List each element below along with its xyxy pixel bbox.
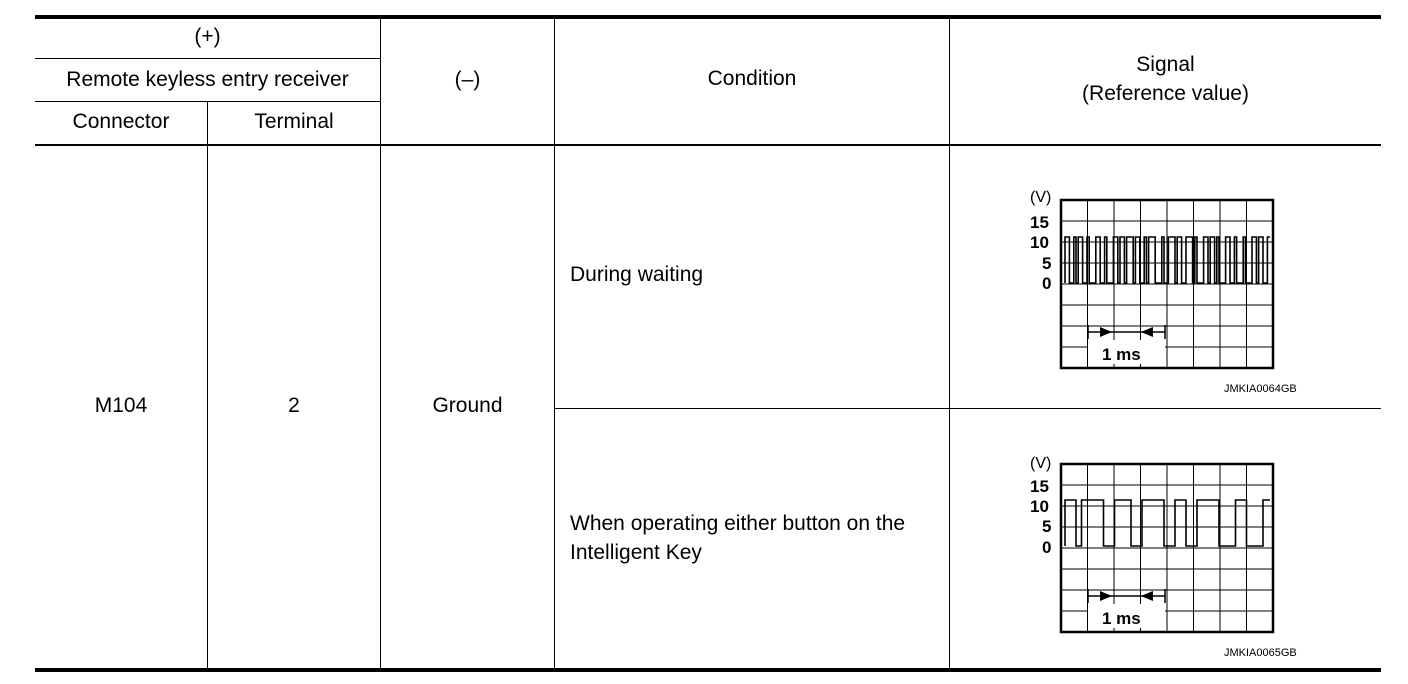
scope-tick-0: 0 [1042,538,1052,557]
scope-unit-label: (V) [1030,455,1052,472]
time-span-arrow [1088,325,1165,339]
figure-code: JMKIA0064GB [1224,383,1297,395]
scope-tick-10: 10 [1030,497,1049,516]
time-scale-label: 1 ms [1102,609,1141,628]
scope-unit-label: (V) [1030,189,1052,206]
cell-minus: Ground [432,394,503,417]
signal-waveform-operating [1020,449,1330,664]
table-bottom-rule [35,668,1381,672]
col-divider-signal [949,19,950,668]
scope-tick-5: 5 [1042,517,1052,536]
header-minus: (–) [454,68,481,91]
col-divider-terminal [207,101,208,668]
scope-tick-10: 10 [1030,233,1049,252]
cell-terminal: 2 [288,394,300,417]
scope-tick-0: 0 [1042,274,1052,293]
time-scale-label: 1 ms [1102,345,1141,364]
signal-waveform-waiting [1020,185,1330,400]
condition-operating-line1: When operating either button on the [570,512,906,535]
header-receiver: Remote keyless entry receiver [66,68,349,91]
condition-waiting: During waiting [570,263,704,286]
plus-divider [35,58,380,59]
header-connector: Connector [72,110,170,133]
condition-operating-line2: Intelligent Key [570,541,702,564]
col-divider-minus [380,19,381,668]
header-condition: Condition [707,67,797,90]
scope-tick-5: 5 [1042,254,1052,273]
header-signal: Signal [1136,53,1195,76]
scope-tick-15: 15 [1030,477,1049,496]
scope-tick-15: 15 [1030,213,1049,232]
col-divider-condition [554,19,555,668]
time-span-arrow [1088,589,1165,603]
figure-code: JMKIA0065GB [1224,647,1297,659]
header-plus: (+) [194,25,221,48]
header-terminal: Terminal [254,110,334,133]
cell-connector: M104 [94,394,148,417]
header-bottom-rule [35,144,1381,146]
header-signal-reference: (Reference value) [1082,82,1249,105]
table-top-rule [35,15,1381,19]
condition-row-divider [554,408,1381,409]
